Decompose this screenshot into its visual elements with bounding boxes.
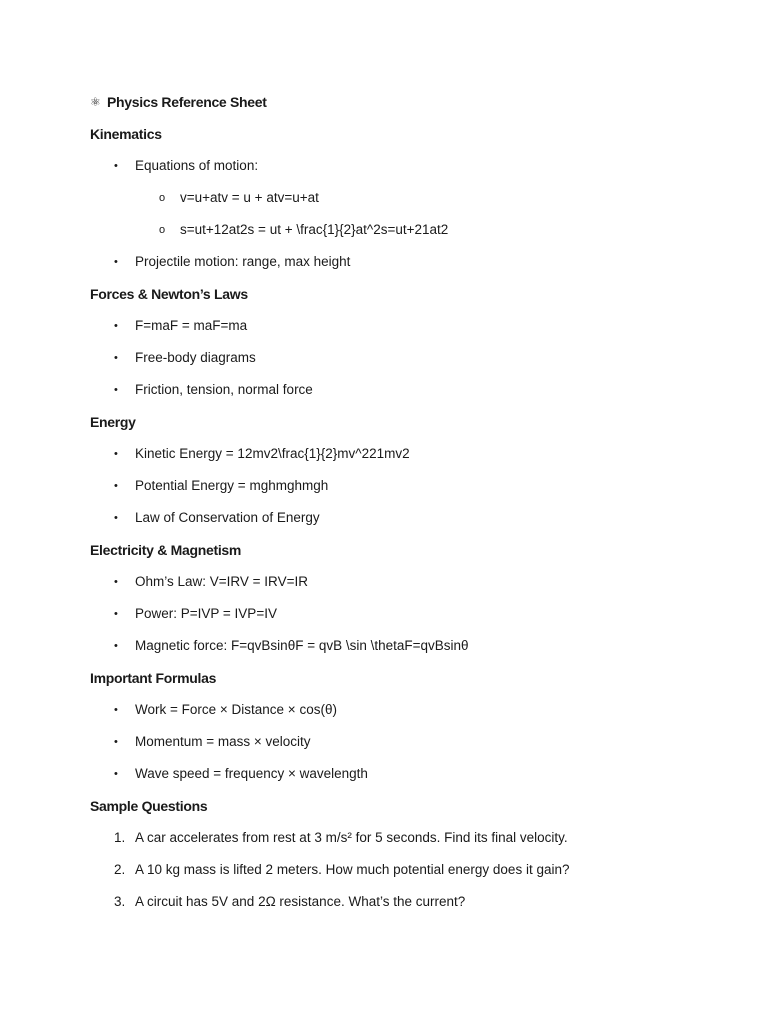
list-item [90, 250, 710, 274]
sub-list-item [90, 218, 710, 242]
section-heading-energy: Energy [90, 414, 136, 430]
list-item [90, 762, 710, 786]
list-item [90, 570, 710, 594]
questions-list [90, 826, 710, 914]
numbered-list-item [90, 890, 710, 914]
energy-list [90, 442, 710, 530]
list-item-text: Ohm’s Law: V=IRV = IRV=IR [135, 574, 308, 589]
section-heading-forces: Forces & Newton’s Laws [90, 286, 248, 302]
list-item [90, 154, 710, 178]
list-item-text: F=maF = maF=ma [135, 318, 248, 333]
bullet-icon: • [114, 736, 118, 748]
list-item [90, 698, 710, 722]
list-item [90, 442, 710, 466]
list-item-text: Friction, tension, normal force [135, 382, 313, 397]
forces-list [90, 314, 710, 402]
bullet-icon: • [114, 608, 118, 620]
bullet-icon: • [114, 704, 118, 716]
list-item-text: Wave speed = frequency × wavelength [135, 766, 368, 781]
list-item-text: A car accelerates from rest at 3 m/s² for 5 seconds. Find its final velocity. [135, 830, 568, 845]
list-item [90, 506, 710, 530]
sub-list-item-text: s=ut+12at2s = ut + \frac{1}{2}at^2s=ut+21at2 [180, 222, 449, 237]
sub-list-item [90, 186, 710, 210]
bullet-icon: • [114, 160, 118, 172]
kinematics-list [90, 154, 710, 274]
list-item-text: A circuit has 5V and 2Ω resistance. What’s the current? [135, 894, 466, 909]
list-item-text: A 10 kg mass is lifted 2 meters. How much potential energy does it gain? [135, 862, 570, 877]
section-heading-questions: Sample Questions [90, 798, 208, 814]
list-item-text: Law of Conservation of Energy [135, 510, 320, 525]
document-title [90, 90, 710, 114]
list-number: 3. [114, 894, 126, 909]
list-item [90, 474, 710, 498]
list-item [90, 314, 710, 338]
list-item [90, 346, 710, 370]
bullet-icon: • [114, 384, 118, 396]
list-item [90, 730, 710, 754]
list-item-text: Equations of motion: [135, 158, 259, 173]
list-item [90, 634, 710, 658]
list-item-text: Momentum = mass × velocity [135, 734, 311, 749]
numbered-list-item [90, 826, 710, 850]
list-item-text: Projectile motion: range, max height [135, 254, 351, 269]
bullet-icon: • [114, 480, 118, 492]
list-item-text: Kinetic Energy = 12mv2\frac{1}{2}mv^221mv2 [135, 446, 410, 461]
section-heading-electricity: Electricity & Magnetism [90, 542, 242, 558]
list-item-text: Work = Force × Distance × cos(θ) [135, 702, 337, 717]
list-item-text: Free-body diagrams [135, 350, 256, 365]
section-heading-kinematics: Kinematics [90, 126, 162, 142]
formulas-list [90, 698, 710, 786]
list-item [90, 378, 710, 402]
bullet-icon: • [114, 576, 118, 588]
document-page [90, 90, 710, 922]
electricity-list [90, 570, 710, 658]
list-number: 2. [114, 862, 126, 877]
bullet-icon: • [114, 352, 118, 364]
document-title-text: Physics Reference Sheet [107, 94, 267, 110]
list-number: 1. [114, 830, 126, 845]
atom-icon: ⚛ [90, 95, 101, 109]
sub-bullet-icon: o [159, 224, 166, 236]
bullet-icon: • [114, 512, 118, 524]
list-item-text: Potential Energy = mghmghmgh [135, 478, 329, 493]
list-item-text: Magnetic force: F=qvBsinθF = qvB \sin \thetaF=qvBsinθ [135, 638, 469, 653]
list-item [90, 602, 710, 626]
section-heading-formulas: Important Formulas [90, 670, 217, 686]
numbered-list-item [90, 858, 710, 882]
sub-bullet-icon: o [159, 192, 166, 204]
bullet-icon: • [114, 768, 118, 780]
bullet-icon: • [114, 320, 118, 332]
bullet-icon: • [114, 448, 118, 460]
bullet-icon: • [114, 256, 118, 268]
sub-list-item-text: v=u+atv = u + atv=u+at [180, 190, 319, 205]
list-item-text: Power: P=IVP = IVP=IV [135, 606, 277, 621]
bullet-icon: • [114, 640, 118, 652]
